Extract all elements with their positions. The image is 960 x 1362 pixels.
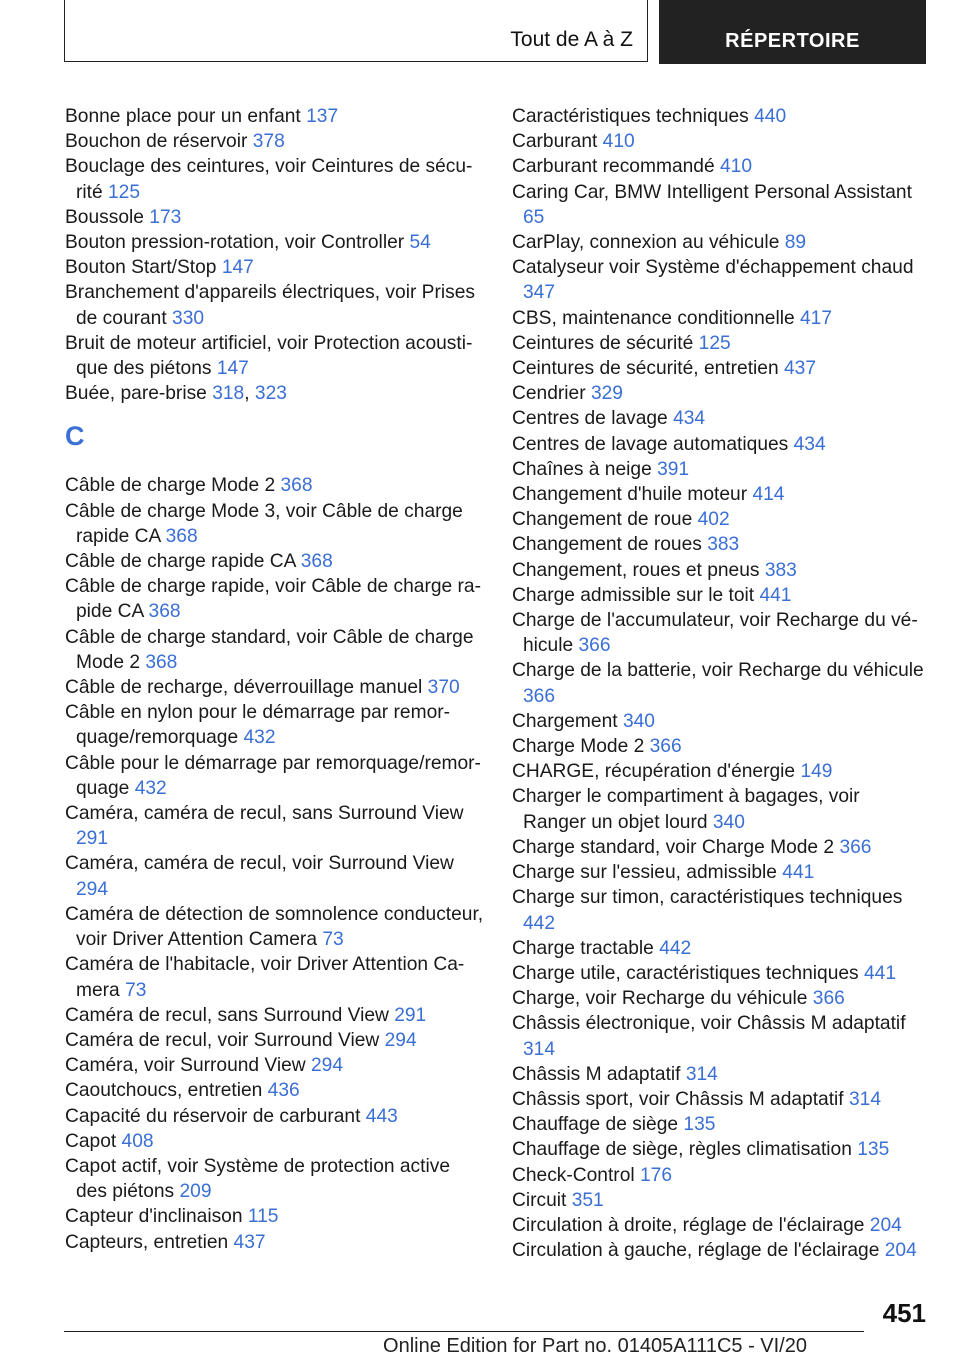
page-link[interactable]: 410	[719, 156, 752, 178]
index-entry-term: Câble de charge Mode 2	[65, 475, 276, 497]
page-link[interactable]: 314	[685, 1063, 718, 1085]
page-link[interactable]: 147	[221, 257, 254, 279]
page-link[interactable]: 347	[523, 282, 556, 304]
index-entry-term: Câble de charge rapide, voir Câble de charge rapide CA	[65, 576, 481, 623]
index-entry	[512, 734, 927, 759]
index-entry	[65, 1078, 485, 1103]
page-link[interactable]: 402	[697, 509, 730, 531]
index-entry	[65, 499, 485, 549]
index-entry-term: Châssis électronique, voir Châssis M adaptatif	[512, 1013, 906, 1035]
page-link[interactable]: 330	[172, 307, 205, 329]
index-entry	[65, 230, 485, 255]
page-link[interactable]: 115	[247, 1206, 279, 1228]
index-entry	[512, 457, 927, 482]
index-entry-term: Circulation à droite, réglage de l'éclairage	[512, 1214, 865, 1236]
index-entry-term: Chauffage de siège, règles climatisation	[512, 1139, 852, 1161]
index-entry	[65, 381, 485, 406]
index-entry	[65, 700, 485, 750]
index-entry-term: Charge de l'accumulateur, voir Recharge du véhicule	[512, 610, 918, 657]
index-entry	[512, 784, 927, 834]
index-entry	[65, 255, 485, 280]
index-entry-term: Châssis M adaptatif	[512, 1063, 681, 1085]
index-entry	[512, 986, 927, 1011]
index-entry-term: Ceintures de sécurité	[512, 332, 694, 354]
page-link[interactable]: 437	[233, 1231, 266, 1253]
index-entry	[65, 1053, 485, 1078]
index-entry	[65, 104, 485, 129]
index-entry	[512, 255, 927, 305]
index-entry	[512, 709, 927, 734]
page-link[interactable]: 314	[523, 1038, 556, 1060]
index-entry	[65, 675, 485, 700]
page-link[interactable]: 437	[783, 358, 816, 380]
index-entry	[65, 952, 485, 1002]
index-entry-term: Câble de charge Mode 3, voir Câble de charge rapide CA	[65, 500, 463, 547]
index-entry-term: Cendrier	[512, 383, 586, 405]
page-number: 451	[882, 1298, 926, 1328]
index-entry-term: CarPlay, connexion au véhicule	[512, 232, 780, 254]
page-link[interactable]: 351	[571, 1189, 604, 1211]
index-entry-term: Capot actif, voir Système de protection active des piétons	[65, 1155, 450, 1203]
index-entry-term: Caring Car, BMW Intelligent Personal Assistant	[512, 181, 912, 203]
index-entry	[65, 473, 485, 498]
index-entry-term: Changement de roues	[512, 534, 702, 556]
page-link[interactable]: 294	[384, 1029, 417, 1051]
index-entry-term: Branchement d'appareils électriques, voir Prises de courant	[65, 282, 475, 329]
index-entry	[65, 154, 485, 204]
page-link[interactable]: 366	[649, 736, 682, 758]
index-entry	[65, 1129, 485, 1154]
page-link[interactable]: 329	[590, 383, 623, 405]
index-entry-term: Charge tractable	[512, 937, 654, 959]
page-link[interactable]: 73	[322, 929, 344, 951]
page-link[interactable]: 436	[267, 1080, 300, 1102]
index-entry-term: Charge sur timon, caractéristiques techniques	[512, 887, 903, 909]
index-entry-term: Charge standard, voir Charge Mode 2	[512, 836, 835, 858]
index-entry	[512, 104, 927, 129]
page-link[interactable]: 432	[243, 727, 276, 749]
index-entry-term: Changement d'huile moteur	[512, 484, 748, 506]
footer-edition: Online Edition for Part no. 01405A111C5 - VI/20	[383, 1335, 807, 1357]
page-link[interactable]: 441	[863, 962, 896, 984]
index-entry	[512, 936, 927, 961]
index-entry-term: Chauffage de siège	[512, 1114, 679, 1136]
index-column-right	[512, 104, 927, 1263]
index-entry	[65, 1154, 485, 1204]
index-entry	[512, 961, 927, 986]
page-link[interactable]: 125	[698, 332, 731, 354]
index-entry-term: Bruit de moteur artificiel, voir Protection acoustique des piétons	[65, 332, 473, 380]
index-entry	[65, 1230, 485, 1255]
index-entry-term: Check-Control	[512, 1164, 635, 1186]
index-entry-term: Câble pour le démarrage par remorquage/remorquage	[65, 752, 481, 799]
index-entry-term: Circulation à gauche, réglage de l'éclairage	[512, 1240, 880, 1262]
index-entry	[512, 381, 927, 406]
index-entry	[65, 751, 485, 801]
index-entry-term: Charge, voir Recharge du véhicule	[512, 988, 808, 1010]
index-entry-term: Caméra de recul, voir Surround View	[65, 1029, 380, 1051]
index-entry-term: Boussole	[65, 206, 144, 228]
index-entry-term: Charge admissible sur le toit	[512, 584, 755, 606]
index-entry	[512, 1137, 927, 1162]
page-link[interactable]: 366	[812, 988, 845, 1010]
index-entry	[65, 851, 485, 901]
tab-repertoire[interactable]	[659, 0, 926, 64]
index-entry	[512, 306, 927, 331]
index-entry	[65, 1204, 485, 1229]
page-link[interactable]: 137	[306, 106, 339, 127]
page-link[interactable]: 135	[683, 1114, 716, 1136]
tab-index-label: Tout de A à Z	[510, 28, 633, 51]
page-link[interactable]: 432	[134, 777, 167, 799]
index-entry	[512, 331, 927, 356]
index-entry-term: CHARGE, récupération d'énergie	[512, 761, 796, 783]
index-entry-term: Centres de lavage	[512, 408, 668, 430]
page-link[interactable]: 125	[108, 181, 141, 203]
page-link[interactable]: 417	[800, 307, 833, 329]
page-link[interactable]: 294	[311, 1055, 344, 1077]
index-entry	[512, 835, 927, 860]
index-entry	[65, 331, 485, 381]
page-link[interactable]: 442	[523, 912, 556, 934]
page-link[interactable]: 410	[602, 131, 635, 153]
index-entry	[512, 658, 927, 708]
page-link[interactable]: 368	[145, 651, 178, 673]
index-entry-term: Câble en nylon pour le démarrage par remorquage/remorquage	[65, 702, 451, 749]
index-entry-term: Caoutchoucs, entretien	[65, 1080, 263, 1102]
index-entry	[65, 902, 485, 952]
index-entry-term: Bonne place pour un enfant	[65, 106, 301, 127]
index-entry	[512, 759, 927, 784]
index-entry-term: Capteur d'inclinaison	[65, 1206, 243, 1228]
index-entry	[512, 230, 927, 255]
index-entry	[512, 1087, 927, 1112]
page-link[interactable]: 370	[427, 677, 460, 699]
index-entry-term: Ceintures de sécurité, entretien	[512, 358, 779, 380]
index-entry-term: Charge Mode 2	[512, 736, 645, 758]
index-entry	[512, 608, 927, 658]
index-entry-term: Capteurs, entretien	[65, 1231, 229, 1253]
index-entry	[512, 1163, 927, 1188]
page-link[interactable]: 89	[784, 232, 807, 254]
footer-rule	[64, 1331, 864, 1332]
index-entry-term: Carburant	[512, 131, 598, 153]
index-entry-term: Câble de charge rapide CA	[65, 551, 296, 573]
index-entry	[512, 507, 927, 532]
page-link[interactable]: 149	[800, 761, 833, 783]
page-link[interactable]: 204	[884, 1240, 917, 1262]
index-entry	[512, 356, 927, 381]
page-link[interactable]: 204	[869, 1214, 902, 1236]
page-link[interactable]: 378	[252, 131, 285, 153]
index-entry	[512, 1238, 927, 1263]
index-entry-term: Capacité du réservoir de carburant	[65, 1105, 361, 1127]
index-entry-term: Câble de recharge, déverrouillage manuel	[65, 677, 423, 699]
page-link[interactable]: 366	[578, 635, 611, 657]
index-entry-term: Centres de lavage automatiques	[512, 433, 789, 455]
page-link[interactable]: 176	[639, 1164, 672, 1186]
index-entry	[512, 129, 927, 154]
index-entry-term: Câble de charge standard, voir Câble de charge Mode 2	[65, 626, 474, 673]
index-entry-term: Bouclage des ceintures, voir Ceintures de sécurité	[65, 156, 473, 203]
page-link[interactable]: 368	[148, 601, 181, 623]
page-link[interactable]: 408	[121, 1130, 154, 1152]
index-entry	[65, 205, 485, 230]
page-link[interactable]: 441	[782, 862, 815, 884]
page-link[interactable]: 318	[212, 383, 245, 405]
index-letter-heading: C	[65, 421, 85, 452]
page-link[interactable]: 294	[76, 878, 109, 900]
index-entry-term: Charge utile, caractéristiques techniques	[512, 962, 859, 984]
index-entry-term: Caractéristiques techniques	[512, 106, 749, 127]
index-entry	[512, 532, 927, 557]
page-link[interactable]: 291	[394, 1004, 427, 1026]
page-link[interactable]: 340	[712, 811, 745, 833]
index-entry	[65, 1028, 485, 1053]
index-entry-term: Caméra, voir Surround View	[65, 1055, 306, 1077]
index-entry	[512, 432, 927, 457]
page-link[interactable]: 291	[76, 828, 109, 850]
index-entry	[512, 1062, 927, 1087]
index-entry	[65, 280, 485, 330]
index-entry	[512, 1188, 927, 1213]
page-link[interactable]: 368	[300, 551, 333, 573]
index-entry-term: CBS, maintenance conditionnelle	[512, 307, 795, 329]
index-entry-term: Charge sur l'essieu, admissible	[512, 862, 777, 884]
page-link[interactable]: 173	[149, 206, 182, 228]
page-link[interactable]: 368	[165, 525, 198, 547]
page-link[interactable]: 135	[857, 1139, 890, 1161]
page-link[interactable]: 65	[523, 206, 545, 228]
page-link[interactable]: 73	[125, 979, 147, 1001]
index-entry	[512, 482, 927, 507]
tab-index-a-z[interactable]	[64, 0, 648, 62]
page-link[interactable]: 147	[216, 358, 249, 380]
page-separator: ,	[244, 383, 250, 405]
index-entry	[512, 406, 927, 431]
index-entry	[65, 129, 485, 154]
index-entry	[65, 801, 485, 851]
page-link[interactable]: 340	[622, 710, 655, 732]
page-link[interactable]: 434	[793, 433, 826, 455]
page-link[interactable]: 441	[759, 584, 792, 606]
index-entry-term: Caméra de l'habitacle, voir Driver Attention Camera	[65, 954, 465, 1001]
page-link[interactable]: 440	[754, 106, 787, 127]
index-entry	[512, 1011, 927, 1061]
page-link[interactable]: 366	[523, 685, 556, 707]
index-column-left	[65, 104, 485, 1255]
index-entry-term: Chargement	[512, 710, 618, 732]
index-entry	[65, 1003, 485, 1028]
index-entry-term: Bouton pression-rotation, voir Controller	[65, 232, 405, 254]
page-link[interactable]: 368	[280, 475, 313, 497]
index-entry	[512, 860, 927, 885]
index-entry	[65, 574, 485, 624]
index-entry-term: Catalyseur voir Système d'échappement chaud	[512, 257, 914, 279]
index-entry	[512, 154, 927, 179]
page-link[interactable]: 434	[673, 408, 706, 430]
tab-repertoire-label: RÉPERTOIRE	[725, 30, 860, 52]
index-entry-term: Changement, roues et pneus	[512, 559, 760, 581]
index-entry-term: Charger le compartiment à bagages, voir Ranger un objet lourd	[512, 786, 860, 833]
index-entry	[512, 558, 927, 583]
page-link[interactable]: 209	[179, 1181, 212, 1203]
index-entry-term: Capot	[65, 1130, 117, 1152]
index-entry-term: Chaînes à neige	[512, 458, 652, 480]
index-entry-term: Caméra, caméra de recul, sans Surround View	[65, 803, 464, 825]
page-link[interactable]: 442	[659, 937, 692, 959]
index-entry-term: Bouchon de réservoir	[65, 131, 248, 153]
page-link[interactable]: 323	[254, 383, 287, 405]
index-entry-term: Caméra, caméra de recul, voir Surround View	[65, 853, 454, 875]
index-entry	[65, 625, 485, 675]
index-entry-term: Carburant recommandé	[512, 156, 715, 178]
page-link[interactable]: 383	[707, 534, 740, 556]
index-entry-term: Caméra de détection de somnolence conducteur, voir Driver Attention Camera	[65, 903, 484, 951]
index-entry	[65, 1104, 485, 1129]
index-entry	[512, 180, 927, 230]
page-link[interactable]: 443	[365, 1105, 398, 1127]
page-link[interactable]: 54	[409, 232, 431, 254]
index-entry	[512, 1112, 927, 1137]
page-link[interactable]: 383	[764, 559, 797, 581]
page-link[interactable]: 314	[848, 1088, 881, 1110]
index-entry-term: Caméra de recul, sans Surround View	[65, 1004, 389, 1026]
index-entry-term: Bouton Start/Stop	[65, 257, 217, 279]
index-entry	[65, 549, 485, 574]
index-entry	[512, 1213, 927, 1238]
index-entry-term: Changement de roue	[512, 509, 693, 531]
index-entry-term: Buée, pare-brise	[65, 383, 207, 405]
index-entry-term: Charge de la batterie, voir Recharge du véhicule	[512, 660, 924, 682]
index-entry	[512, 583, 927, 608]
index-entry	[512, 885, 927, 935]
index-entry-term: Châssis sport, voir Châssis M adaptatif	[512, 1088, 844, 1110]
page-link[interactable]: 414	[752, 484, 785, 506]
page-link[interactable]: 391	[657, 458, 690, 480]
header-tabs	[64, 0, 926, 64]
page-link[interactable]: 366	[839, 836, 872, 858]
index-entry-term: Circuit	[512, 1189, 567, 1211]
